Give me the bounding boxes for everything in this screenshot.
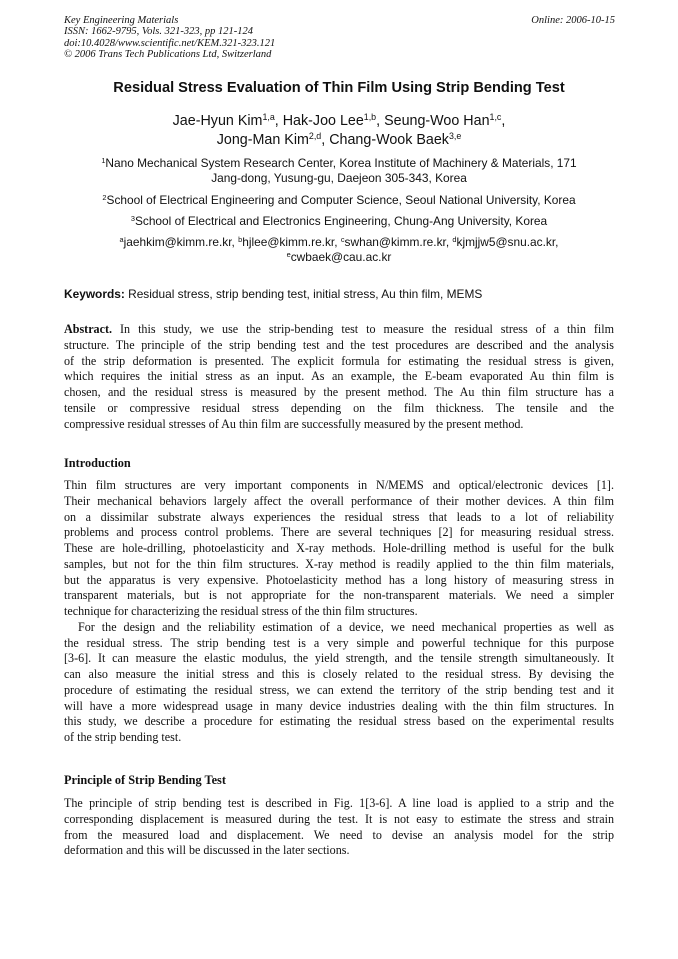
abstract-line: compressive residual stresses of Au thin film are successfully measured by the present method. (64, 416, 524, 431)
abstract-line: chosen, and the residual stress is measured by the present method. The Au thin film structure has a (64, 385, 614, 399)
introduction-body (64, 478, 614, 746)
affiliation-text-cont: Jang-dong, Yusung-gu, Daejeon 305-343, Korea (211, 171, 467, 186)
section-heading-principle: Principle of Strip Bending Test (64, 773, 226, 787)
body-line: can also measure the initial stress and this is closely related to the residual stress. By devising the (64, 667, 614, 681)
email-address: kjmjjw5@snu.ac.kr, (456, 235, 559, 249)
author-separator: , (501, 113, 506, 129)
abstract-line: which requires the initial stress as an input. As an example, the E-beam evaporated Au thin film is (64, 369, 614, 384)
online-date: Online: 2006-10-15 (531, 15, 615, 26)
author-emails (0, 235, 678, 266)
affiliation-mark: 2 (102, 192, 107, 202)
email-address: cwbaek@cau.ac.kr (290, 250, 392, 265)
abstract-line: of the strip deformation is presented. The explicit formula for estimating the residual stress is given, (64, 353, 614, 368)
author-list (0, 112, 678, 150)
body-line: corresponding displacement is measured during the test. It is not easy to estimate the stress and strain (64, 811, 614, 826)
journal-name: Key Engineering Materials (64, 15, 179, 26)
author-name: Chang-Wook Baek (329, 132, 449, 148)
affiliation-2 (0, 193, 678, 208)
journal-header (64, 15, 275, 61)
email-mark: a (119, 234, 124, 244)
email-mark: d (452, 234, 457, 244)
author-name: Jong-Man Kim (216, 132, 309, 148)
keywords-text: Residual stress, strip bending test, initial stress, Au thin film, MEMS (124, 287, 483, 301)
journal-issn: ISSN: 1662-9795, Vols. 321-323, pp 121-124 (64, 26, 253, 38)
body-line: from the measured load and displacement. We need to devise an analysis model for the strip (64, 827, 614, 842)
author-separator: , (274, 113, 283, 129)
body-line: samples, but not for the thin film structures. X-ray method is readily applied to the thin film materials, (64, 556, 614, 571)
email-address: hjlee@kimm.re.kr, (242, 235, 341, 249)
affiliation-text: School of Electrical Engineering and Computer Science, Seoul National University, Korea (106, 193, 576, 207)
author-affiliation-mark: 1,a (262, 112, 275, 123)
author-line-1 (0, 112, 678, 131)
abstract-line: structure. The principle of the strip bending test and the test procedures are described and the analysis (64, 337, 614, 352)
author-affiliation-mark: 2,d (308, 131, 322, 142)
journal-doi: doi:10.4028/www.scientific.net/KEM.321-323.121 (64, 37, 276, 49)
affiliation-text: School of Electrical and Electronics Engineering, Chung-Ang University, Korea (134, 214, 548, 228)
author-affiliation-mark: 1,b (363, 112, 377, 123)
body-line: transparent materials, but is not appropriate for the non-transparent materials. We need a simpler (64, 588, 614, 603)
author-name: Seung-Woo Han (384, 113, 490, 129)
author-name: Jae-Hyun Kim (172, 113, 263, 129)
author-affiliation-mark: 1,c (489, 112, 502, 123)
journal-copyright: © 2006 Trans Tech Publications Ltd, Switzerland (64, 49, 272, 61)
body-line: For the design and the reliability estimation of a device, we need mechanical properties as well as (78, 619, 614, 634)
abstract-label: Abstract. (64, 322, 113, 336)
author-separator: , (376, 113, 385, 129)
author-line-2 (0, 131, 678, 150)
author-name: Hak-Joo Lee (282, 113, 364, 129)
body-line: deformation and this will be discussed in the later sections. (64, 843, 350, 858)
body-line: will have a more widespread usage in many device industries dealing with the thin film structures. In (64, 698, 614, 713)
principle-body (64, 796, 614, 859)
body-line: the residual stress. The strip bending test is a very simple and powerful technique for this purpose (64, 635, 614, 650)
email-address: jaehkim@kimm.re.kr, (123, 235, 239, 249)
affiliation-mark: 3 (130, 213, 135, 223)
abstract (64, 322, 614, 432)
body-line: problems and process control problems. There are several techniques [2] for measuring residual stress. (64, 525, 614, 540)
body-line: procedure of estimating the residual stress, we can extend the territory of the strip bending test and it (64, 682, 614, 697)
keywords-label: Keywords: (64, 287, 125, 301)
email-mark: c (340, 234, 345, 244)
section-heading-introduction: Introduction (64, 456, 131, 470)
body-line: The principle of strip bending test is described in Fig. 1[3-6]. A line load is applied to a strip and the (64, 796, 614, 810)
body-line: Thin film structures are very important components in N/MEMS and optical/electronic devices [1]. (64, 478, 614, 492)
affiliation-mark: 1 (101, 155, 106, 165)
body-line: Their mechanical behaviors largely affect the overall performance of their mother devices. A thin film (64, 493, 614, 508)
abstract-line: tensile or compressive residual stress depending on the film thickness. The tensile and the (64, 400, 614, 415)
paper-title: Residual Stress Evaluation of Thin Film Using Strip Bending Test (113, 80, 565, 96)
body-line: this study, we describe a procedure for estimating the residual stress based on the experimental results (64, 714, 614, 729)
abstract-line: Abstract. In this study, we use the strip-bending test to measure the residual stress of a thin film (64, 322, 614, 336)
email-mark: e (286, 250, 291, 260)
affiliation-1 (0, 156, 678, 187)
body-line: of the strip bending test. (64, 730, 182, 744)
body-line: on a dissimilar substrate always experiences the residual stress that leads to a lot of reliability (64, 509, 614, 524)
body-line: These are hole-drilling, photoelasticity and X-ray methods. Hole-drilling method is useful for the bulk (64, 541, 614, 555)
author-affiliation-mark: 3,e (448, 131, 462, 142)
affiliation-text: Nano Mechanical System Research Center, Korea Institute of Machinery & Materials, 171 (105, 156, 577, 170)
email-mark: b (238, 234, 243, 244)
affiliation-3 (0, 214, 678, 229)
body-line: technique for characterizing the residual stress of the thin film structures. (64, 604, 418, 618)
body-line: but the apparatus is very expensive. Photoelasticity method has a long history of measuring stress in (64, 572, 614, 587)
email-address: swhan@kimm.re.kr, (344, 235, 453, 249)
keywords (64, 287, 482, 301)
body-line: [3-6]. It can measure the elastic modulus, the yield strength, and the tensile strength simultaneously. It (64, 651, 614, 666)
author-separator: , (321, 132, 330, 148)
